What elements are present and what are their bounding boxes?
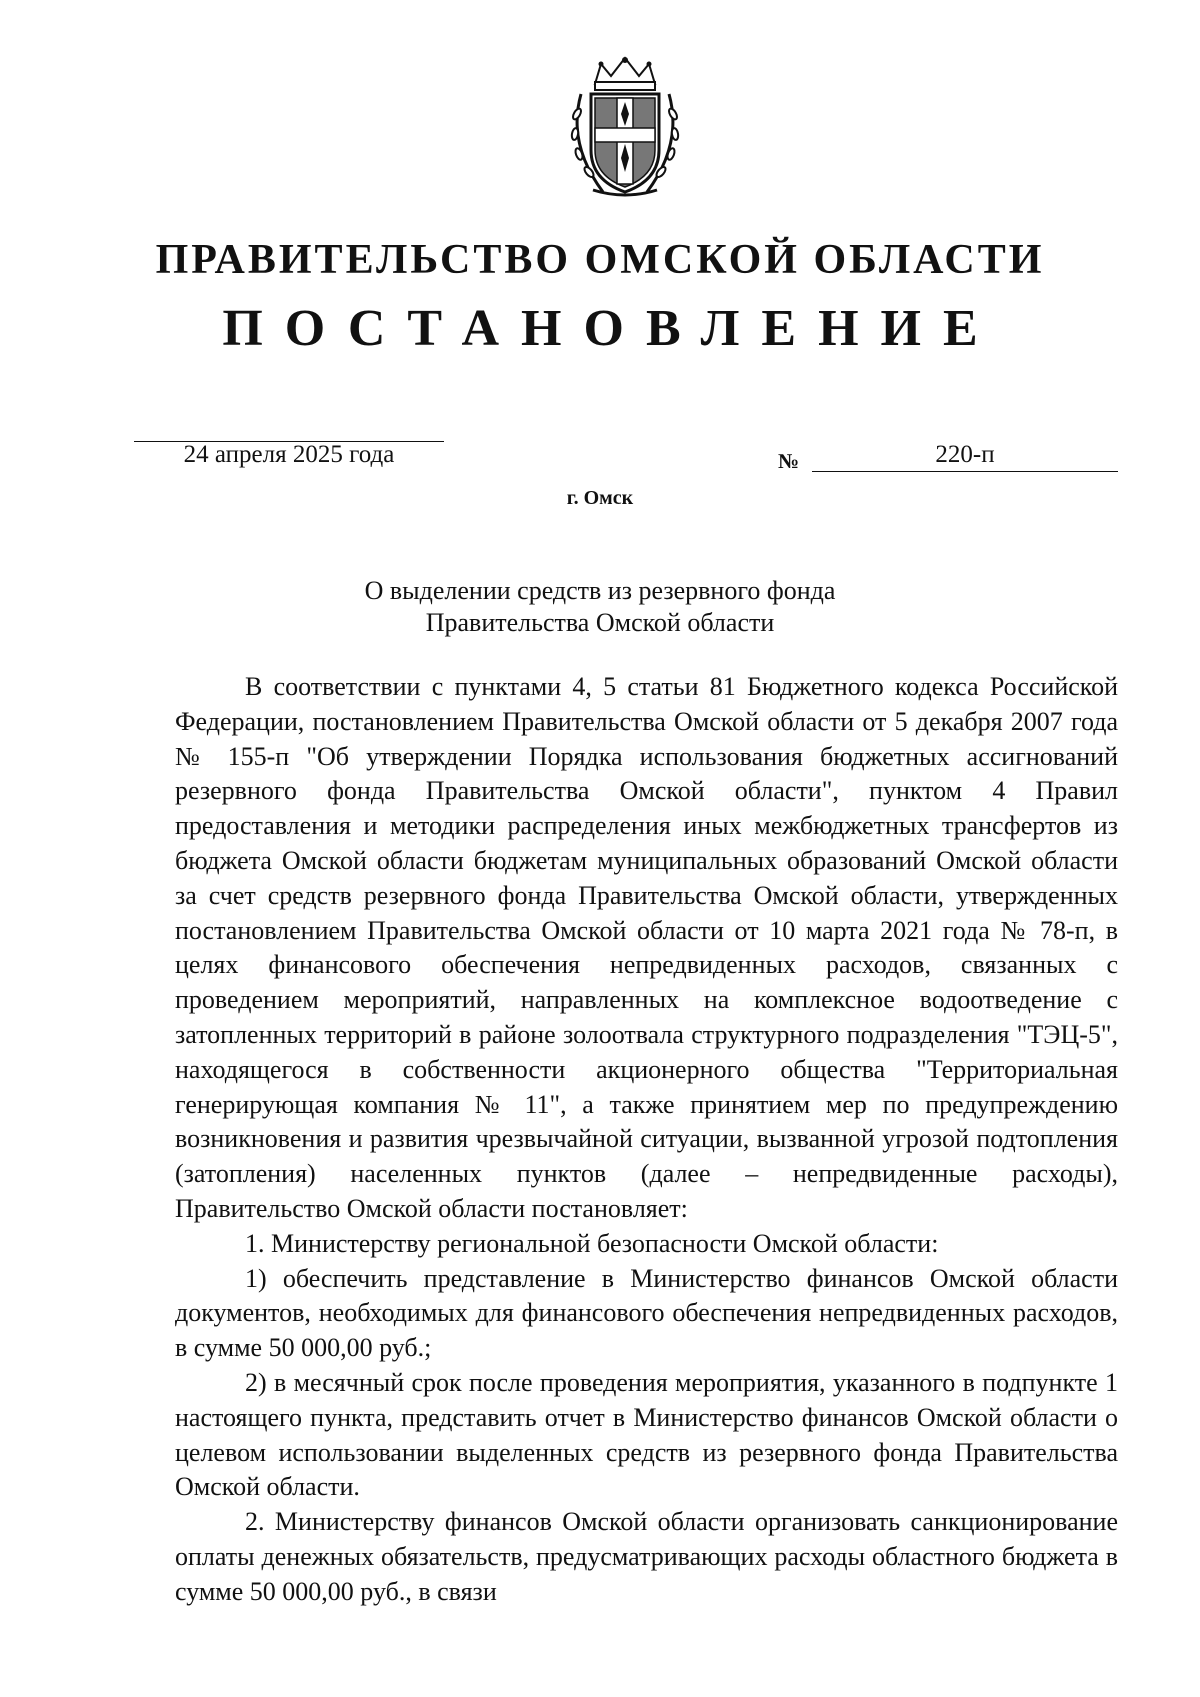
paragraph: 2) в месячный срок после проведения мероприятия, указанного в подпункте 1 настоящего пункта, представить отчет в Министерство финансов Омской области о целевом использовании выделенных средств из резервного фонда Правительства Омской области. xyxy=(175,1367,1118,1502)
title-line: О выделении средств из резервного фонда xyxy=(364,576,836,605)
document-number: 220-п xyxy=(935,441,995,468)
number-sign: № xyxy=(778,449,800,473)
document-title xyxy=(300,575,900,639)
omsk-oblast-coat-of-arms-icon xyxy=(563,54,687,200)
document-body xyxy=(175,670,1118,1610)
paragraph: 1. Министерству региональной безопасности Омской области: xyxy=(245,1228,939,1258)
document-date: 24 апреля 2025 года xyxy=(183,441,395,468)
document-type: ПОСТАНОВЛЕНИЕ xyxy=(222,300,1000,357)
title-line: Правительства Омской области xyxy=(425,608,775,637)
organization-name: ПРАВИТЕЛЬСТВО ОМСКОЙ ОБЛАСТИ xyxy=(155,237,1045,283)
paragraph: 1) обеспечить представление в Министерство финансов Омской области документов, необходимых для финансового обеспечения непредвиденных расходов, в сумме 50 000,00 руб.; xyxy=(175,1263,1118,1363)
paragraph: 2. Министерству финансов Омской области организовать санкционирование оплаты денежных обязательств, предусматривающих расходы областного бюджета в сумме 50 000,00 руб., в связи xyxy=(175,1507,1118,1606)
city: г. Омск xyxy=(566,487,634,509)
number-underline xyxy=(812,471,1118,472)
paragraph: В соответствии с пунктами 4, 5 статьи 81 Бюджетного кодекса Российской Федерации, постановлением Правительства Омской области от 5 декабря 2007 года № 155-п "Об утверждении Порядка использования бюджетных ассигнований резервного фонда Правительства Омской области", пунктом 4 Правил предоставления и методики распределения иных межбюджетных трансфертов из бюджета Омской области бюджетам муниципальных образований Омской области за счет средств резервного фонда Правительства Омской области, утвержденных постановлением Правительства Омской области от 10 марта 2021 года № 78-п, в целях финансового обеспечения непредвиденных расходов, связанных с проведением мероприятий, направленных на комплексное водоотведение с затопленных территорий в районе золоотвала структурного подразделения "ТЭЦ-5", находящегося в собственности акционерного общества "Территориальная генерирующая компания № 11", а также принятием мер по предупреждению возникновения и развития чрезвычайной ситуации, вызванной угрозой подтопления (затопления) населенных пунктов (далее – непредвиденные расходы), Правительство Омской области постановляет: xyxy=(175,672,1118,1223)
